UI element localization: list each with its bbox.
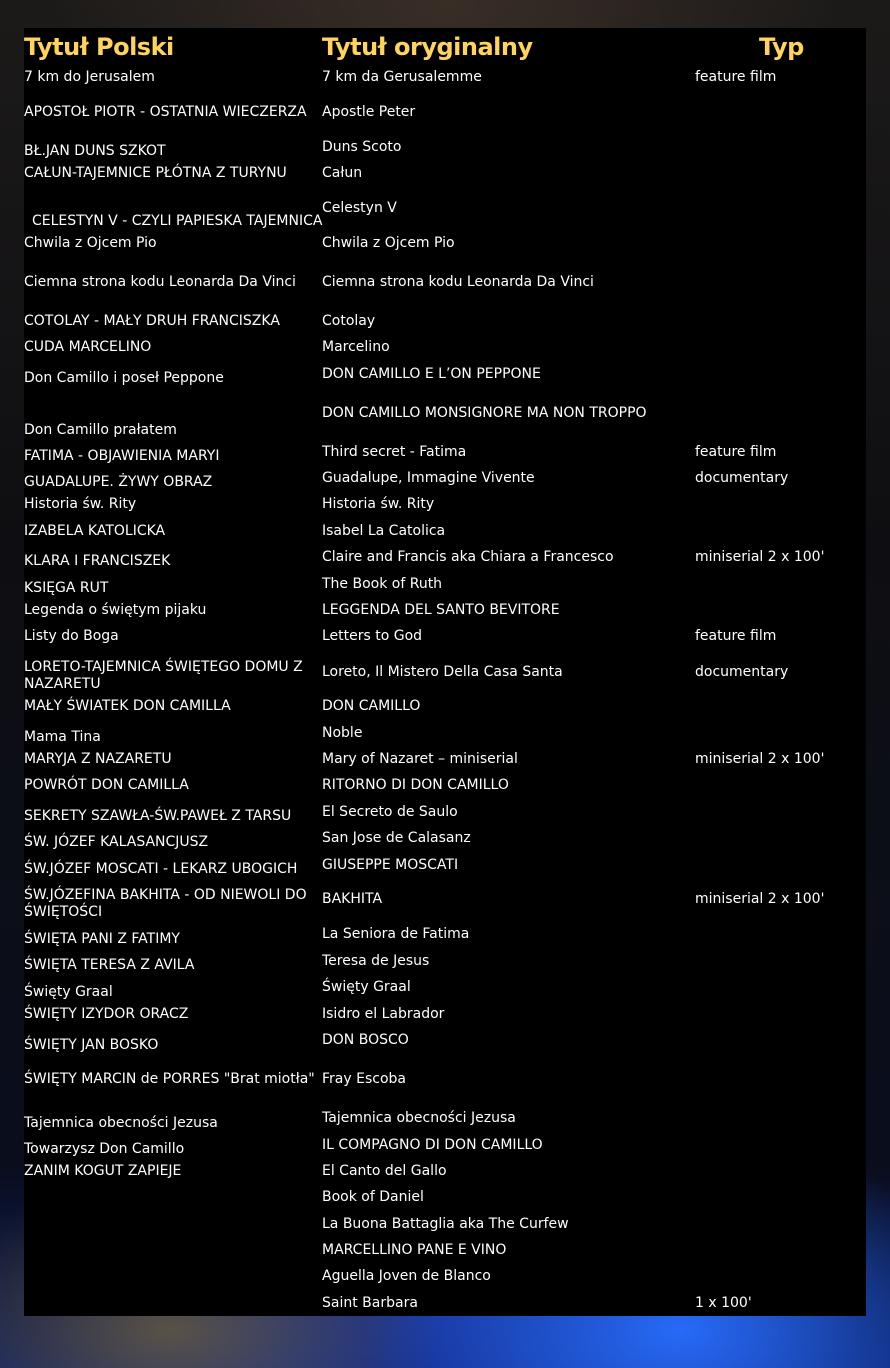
film-type: feature film bbox=[695, 444, 777, 460]
polish-title: ŚW. JÓZEF KALASANCJUSZ bbox=[24, 834, 209, 850]
polish-title: Towarzysz Don Camillo bbox=[24, 1141, 185, 1157]
polish-title: ŚWIĘTY MARCIN de PORRES "Brat miotła" bbox=[24, 1071, 315, 1087]
original-title: Duns Scoto bbox=[322, 139, 402, 155]
film-type: feature film bbox=[695, 69, 777, 85]
film-type: miniserial 2 x 100' bbox=[695, 549, 825, 565]
original-title: Tajemnica obecności Jezusa bbox=[322, 1110, 516, 1126]
polish-title: BŁ.JAN DUNS SZKOT bbox=[24, 143, 166, 159]
original-title: Chwila z Ojcem Pio bbox=[322, 235, 455, 251]
polish-title: Listy do Boga bbox=[24, 628, 119, 644]
polish-title: ŚWIĘTA TERESA Z AVILA bbox=[24, 957, 195, 973]
original-title: Cotolay bbox=[322, 313, 376, 329]
original-title: Fray Escoba bbox=[322, 1071, 406, 1087]
original-title: LEGGENDA DEL SANTO BEVITORE bbox=[322, 602, 560, 618]
original-title: Apostle Peter bbox=[322, 104, 416, 120]
header-polish-title: Tytuł Polski bbox=[24, 33, 174, 61]
original-title: Historia św. Rity bbox=[322, 496, 435, 512]
polish-title: CELESTYN V - CZYLI PAPIESKA TAJEMNICA bbox=[32, 213, 323, 229]
original-title: Isidro el Labrador bbox=[322, 1006, 445, 1022]
polish-title: Tajemnica obecności Jezusa bbox=[24, 1115, 218, 1131]
original-title: Third secret - Fatima bbox=[322, 444, 467, 460]
polish-title: SEKRETY SZAWŁA-ŚW.PAWEŁ Z TARSU bbox=[24, 808, 292, 824]
polish-title: Legenda o świętym pijaku bbox=[24, 602, 207, 618]
polish-title: MARYJA Z NAZARETU bbox=[24, 751, 172, 767]
original-title: The Book of Ruth bbox=[322, 576, 443, 592]
film-type: feature film bbox=[695, 628, 777, 644]
polish-title: KLARA I FRANCISZEK bbox=[24, 553, 171, 569]
original-title: BAKHITA bbox=[322, 891, 383, 907]
original-title: IL COMPAGNO DI DON CAMILLO bbox=[322, 1137, 543, 1153]
original-title: Letters to God bbox=[322, 628, 423, 644]
polish-title: Don Camillo prałatem bbox=[24, 422, 177, 438]
original-title: La Seniora de Fatima bbox=[322, 926, 470, 942]
polish-title: Don Camillo i poseł Peppone bbox=[24, 370, 224, 386]
polish-title: Święty Graal bbox=[24, 984, 113, 1000]
original-title: Saint Barbara bbox=[322, 1295, 418, 1311]
original-title: Ciemna strona kodu Leonarda Da Vinci bbox=[322, 274, 594, 290]
original-title: DON CAMILLO MONSIGNORE MA NON TROPPO bbox=[322, 405, 647, 421]
polish-title: Ciemna strona kodu Leonarda Da Vinci bbox=[24, 274, 296, 290]
polish-title: APOSTOŁ PIOTR - OSTATNIA WIECZERZA bbox=[24, 104, 307, 120]
original-title: Mary of Nazaret – miniserial bbox=[322, 751, 518, 767]
original-title: La Buona Battaglia aka The Curfew bbox=[322, 1216, 569, 1232]
film-list-panel bbox=[24, 28, 866, 1316]
original-title: Book of Daniel bbox=[322, 1189, 424, 1205]
original-title: Celestyn V bbox=[322, 200, 397, 216]
original-title: Święty Graal bbox=[322, 979, 411, 995]
polish-title: LORETO-TAJEMNICA ŚWIĘTEGO DOMU Z NAZARETU bbox=[24, 659, 303, 692]
polish-title: COTOLAY - MAŁY DRUH FRANCISZKA bbox=[24, 313, 280, 329]
polish-title: CUDA MARCELINO bbox=[24, 339, 152, 355]
original-title: Aguella Joven de Blanco bbox=[322, 1268, 491, 1284]
polish-title: GUADALUPE. ŻYWY OBRAZ bbox=[24, 474, 213, 490]
polish-title: KSIĘGA RUT bbox=[24, 580, 109, 596]
original-title: Noble bbox=[322, 725, 363, 741]
original-title: DON BOSCO bbox=[322, 1032, 409, 1048]
original-title: Guadalupe, Immagine Vivente bbox=[322, 470, 535, 486]
polish-title: ZANIM KOGUT ZAPIEJE bbox=[24, 1163, 182, 1179]
polish-title: Chwila z Ojcem Pio bbox=[24, 235, 157, 251]
polish-title: ŚWIĘTY JAN BOSKO bbox=[24, 1037, 159, 1053]
film-type: documentary bbox=[695, 664, 789, 680]
original-title: MARCELLINO PANE E VINO bbox=[322, 1242, 507, 1258]
polish-title: CAŁUN-TAJEMNICE PŁÓTNA Z TURYNU bbox=[24, 165, 287, 181]
original-title: 7 km da Gerusalemme bbox=[322, 69, 482, 85]
polish-title: 7 km do Jerusalem bbox=[24, 69, 155, 85]
polish-title: ŚW.JÓZEF MOSCATI - LEKARZ UBOGICH bbox=[24, 861, 298, 877]
original-title: GIUSEPPE MOSCATI bbox=[322, 857, 459, 873]
original-title: Claire and Francis aka Chiara a Francesco bbox=[322, 549, 614, 565]
polish-title: Mama Tina bbox=[24, 729, 101, 745]
original-title: RITORNO DI DON CAMILLO bbox=[322, 777, 509, 793]
polish-title: FATIMA - OBJAWIENIA MARYI bbox=[24, 448, 220, 464]
original-title: Loreto, Il Mistero Della Casa Santa bbox=[322, 664, 563, 680]
original-title: DON CAMILLO bbox=[322, 698, 421, 714]
polish-title: IZABELA KATOLICKA bbox=[24, 523, 166, 539]
original-title: DON CAMILLO E L’ON PEPPONE bbox=[322, 366, 541, 382]
polish-title: ŚW.JÓZEFINA BAKHITA - OD NIEWOLI DO ŚWIĘTOŚCI bbox=[24, 887, 307, 920]
film-type: miniserial 2 x 100' bbox=[695, 751, 825, 767]
polish-title: Historia św. Rity bbox=[24, 496, 137, 512]
header-type: Typ bbox=[759, 33, 804, 61]
original-title: Marcelino bbox=[322, 339, 390, 355]
original-title: Całun bbox=[322, 165, 363, 181]
original-title: Isabel La Catolica bbox=[322, 523, 446, 539]
original-title: San Jose de Calasanz bbox=[322, 830, 471, 846]
polish-title: POWRÓT DON CAMILLA bbox=[24, 777, 189, 793]
film-type: documentary bbox=[695, 470, 789, 486]
original-title: Teresa de Jesus bbox=[322, 953, 430, 969]
original-title: El Canto del Gallo bbox=[322, 1163, 447, 1179]
polish-title: ŚWIĘTY IZYDOR ORACZ bbox=[24, 1006, 189, 1022]
polish-title: ŚWIĘTA PANI Z FATIMY bbox=[24, 931, 180, 947]
film-type: 1 x 100' bbox=[695, 1295, 752, 1311]
polish-title: MAŁY ŚWIATEK DON CAMILLA bbox=[24, 698, 231, 714]
film-type: miniserial 2 x 100' bbox=[695, 891, 825, 907]
header-original-title: Tytuł oryginalny bbox=[322, 33, 533, 61]
original-title: El Secreto de Saulo bbox=[322, 804, 458, 820]
